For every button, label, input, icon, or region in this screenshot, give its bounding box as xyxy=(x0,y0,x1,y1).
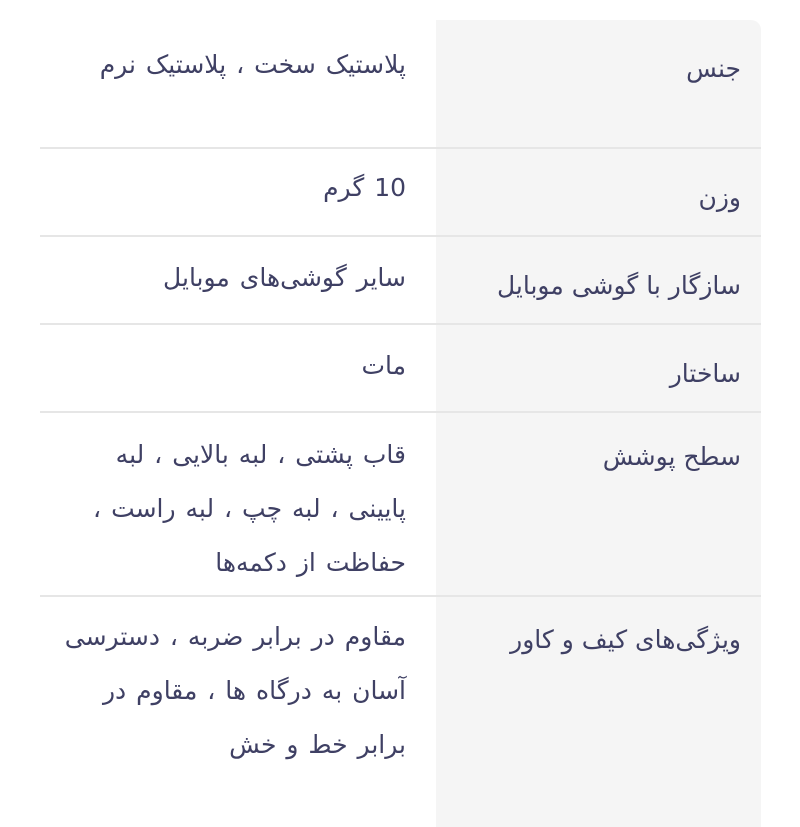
spec-row-coverage xyxy=(40,413,761,597)
spec-row-material xyxy=(40,20,761,149)
spec-value: قاب پشتی ، لبه بالایی ، لبه پایینی ، لبه چپ ، لبه راست ، حفاظت از دکمه‌ها xyxy=(93,440,406,577)
spec-value: مقاوم در برابر ضربه ، دسترسی آسان به درگاه ها ، مقاوم در برابر خط و خش xyxy=(64,622,406,759)
specifications-table xyxy=(40,20,761,820)
spec-row-compatibility xyxy=(40,237,761,325)
spec-value: 10 گرم xyxy=(323,173,406,202)
spec-row-weight xyxy=(40,149,761,237)
spec-label: سطح پوشش xyxy=(436,413,761,595)
spec-label: جنس xyxy=(436,20,761,147)
spec-row-texture xyxy=(40,325,761,413)
spec-label: ویژگی‌های کیف و کاور xyxy=(436,597,761,827)
spec-label: وزن xyxy=(436,149,761,235)
spec-value: سایر گوشی‌های موبایل xyxy=(163,263,406,292)
spec-label: ساختار xyxy=(436,325,761,411)
spec-label: سازگار با گوشی موبایل xyxy=(436,237,761,323)
spec-row-features xyxy=(40,597,761,827)
spec-value: مات xyxy=(361,351,406,380)
spec-value: پلاستیک سخت ، پلاستیک نرم xyxy=(99,50,406,79)
